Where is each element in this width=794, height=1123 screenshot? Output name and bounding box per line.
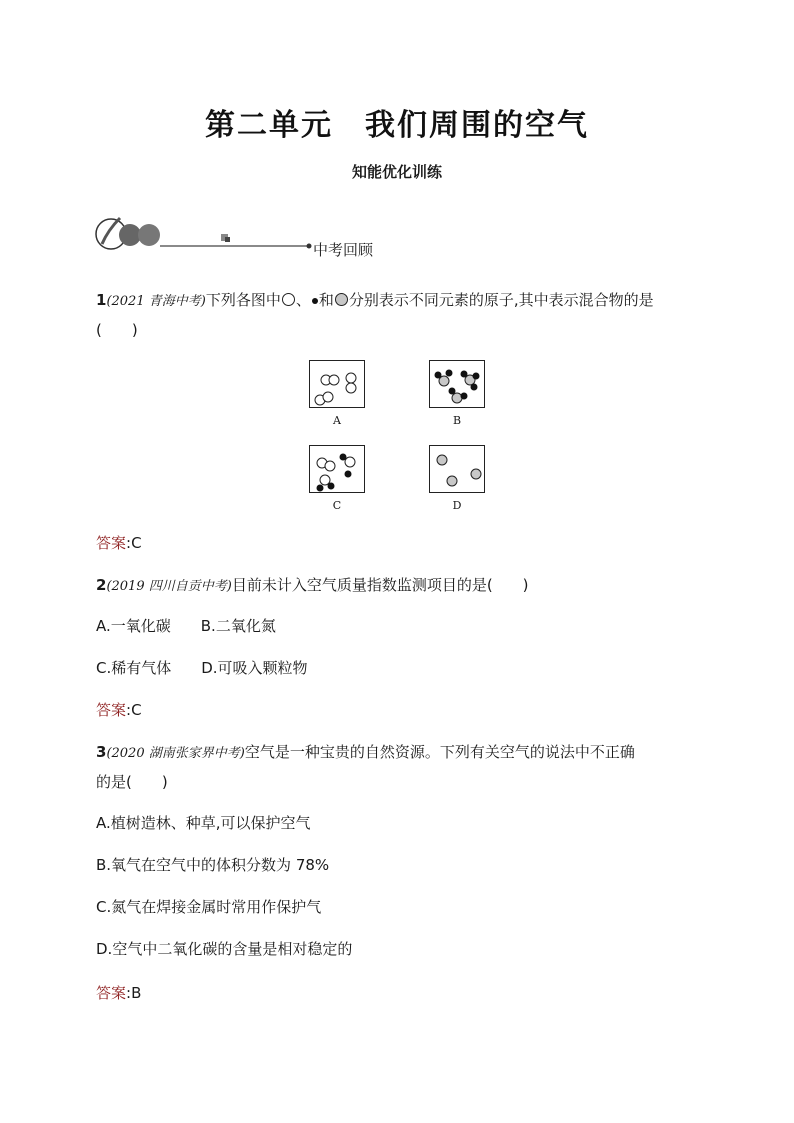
- q3-text-line2: 的是( ): [96, 773, 168, 791]
- q3-answer: [96, 983, 141, 1003]
- q2-source: (2019 四川自贡中考): [106, 579, 232, 594]
- subtitle-text: 知能优化训练: [351, 163, 442, 181]
- black-atom-icon: [312, 298, 318, 304]
- q1-number: 1: [96, 291, 107, 309]
- page-subtitle: [0, 161, 794, 182]
- figure-b: [429, 360, 485, 408]
- q3-number: 3: [96, 743, 107, 761]
- q1-answer-value: :C: [126, 534, 142, 552]
- figure-d: [429, 445, 485, 493]
- q1-text-a: 下列各图中: [205, 291, 281, 309]
- q1-answer-label: 答案: [96, 534, 127, 552]
- q3-option-d: D.空气中二氧化碳的含量是相对稳定的: [96, 940, 353, 958]
- figure-a: [309, 360, 365, 408]
- q3-stem: [96, 742, 635, 764]
- figure-d-label: D: [452, 499, 462, 512]
- dot-icon-2: [138, 224, 160, 246]
- q2-answer-label: 答案: [96, 701, 127, 719]
- page-title: 第二单元 我们周围的空气: [205, 108, 589, 143]
- q3-source: (2020 湖南张家界中考): [106, 746, 245, 761]
- figure-b-label: B: [452, 414, 462, 427]
- q3-option-c: C.氮气在焊接金属时常用作保护气: [96, 898, 322, 916]
- q1-text-b: 分别表示不同元素的原子,其中表示混合物的是: [348, 291, 654, 309]
- section-header-decoration: [94, 210, 316, 262]
- q1-sep2: 和: [318, 291, 334, 309]
- q3-text-line1: 空气是一种宝贵的自然资源。下列有关空气的说法中不正确: [244, 743, 635, 761]
- q3-answer-value: :B: [126, 984, 142, 1002]
- q1-stem: [96, 290, 654, 312]
- figure-c-label: C: [332, 499, 342, 512]
- q2-number: 2: [96, 576, 107, 594]
- gray-atom-icon: [335, 293, 348, 306]
- q1-answer: [96, 533, 142, 553]
- q1-source: (2021 青海中考): [106, 294, 206, 309]
- q3-option-b: B.氧气在空气中的体积分数为 78%: [96, 856, 330, 874]
- q2-answer: [96, 700, 142, 720]
- dot-icon-1: [119, 224, 141, 246]
- q3-answer-label: 答案: [96, 984, 127, 1002]
- figure-c: [309, 445, 365, 493]
- q3-option-a: A.植树造林、种草,可以保护空气: [96, 814, 311, 832]
- q2-options-row2: C.稀有气体 D.可吸入颗粒物: [96, 659, 308, 677]
- q1-blank: ( ): [96, 321, 138, 339]
- white-atom-icon: [282, 293, 295, 306]
- q2-stem: [96, 575, 529, 597]
- q2-answer-value: :C: [126, 701, 142, 719]
- q2-options-row1: A.一氧化碳 B.二氧化氮: [96, 617, 276, 635]
- q1-sep1: 、: [295, 291, 311, 309]
- section-label: 中考回顾: [313, 241, 374, 259]
- q2-text: 目前未计入空气质量指数监测项目的是( ): [231, 576, 529, 594]
- figure-a-label: A: [333, 414, 341, 427]
